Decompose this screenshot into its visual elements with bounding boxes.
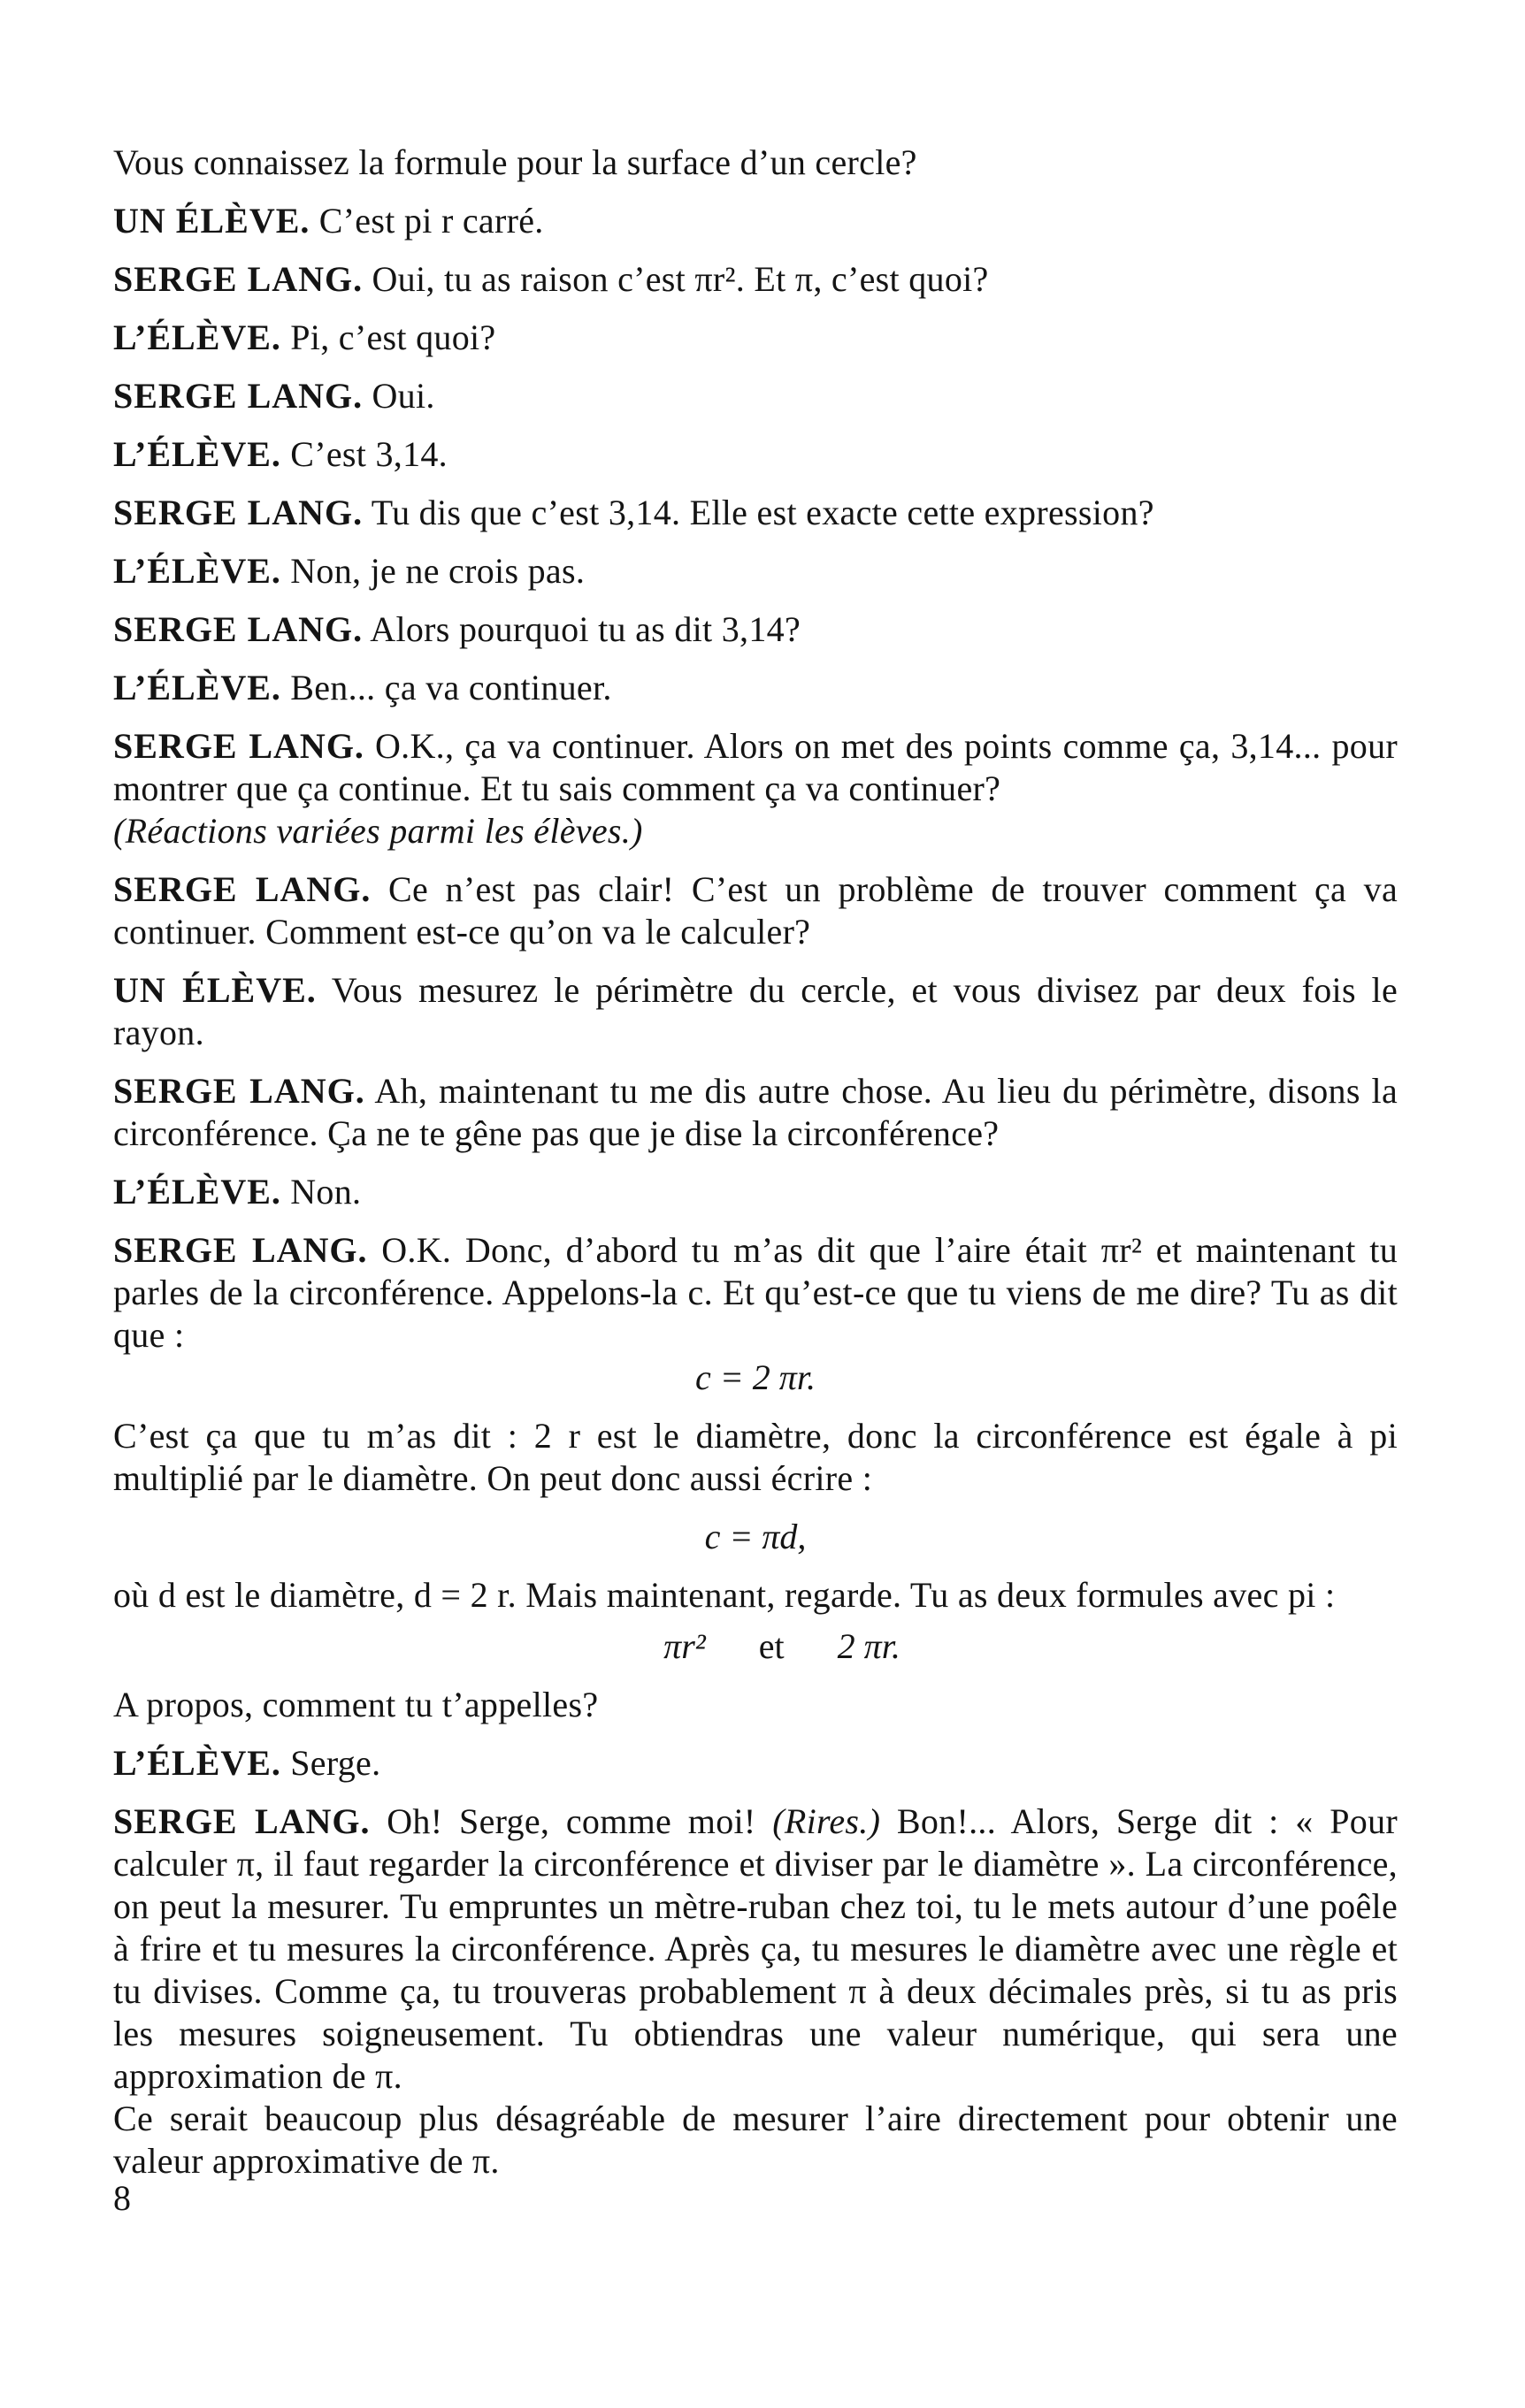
dialogue-line [113, 725, 1398, 810]
formula-circumference: 2 πr. [837, 1626, 900, 1666]
dialogue-line [113, 667, 1398, 709]
dialogue-text: C’est 3,14. [290, 434, 448, 474]
page-number: 8 [113, 2178, 131, 2218]
dialogue-line [113, 1742, 1398, 1785]
dialogue-text: Ben... ça va continuer. [290, 668, 612, 707]
formula-connector: et [758, 1626, 785, 1666]
paragraph: où d est le diamètre, d = 2 r. Mais maintenant, regarde. Tu as deux formules avec pi : [113, 1575, 1336, 1615]
dialogue-line [113, 1229, 1398, 1357]
dialogue-line [113, 550, 1398, 592]
speaker-label: SERGE LANG. [113, 726, 364, 766]
speaker-label: SERGE LANG. [113, 1230, 368, 1270]
speaker-label: L’ÉLÈVE. [113, 434, 281, 474]
dialogue-text: O.K. Donc, d’abord tu m’as dit que l’aire était πr² et maintenant tu parles de la circonférence. Appelons-la c. Et qu’est-ce que tu viens de me dire? Tu as dit que : [113, 1230, 1398, 1355]
dialogue-line [113, 200, 1398, 242]
speaker-label: UN ÉLÈVE. [113, 201, 310, 241]
dialogue-line [113, 375, 1398, 417]
dialogue-line [113, 969, 1398, 1054]
dialogue-text: Serge. [290, 1743, 381, 1783]
speaker-label: SERGE LANG. [113, 869, 372, 909]
dialogue-line [113, 1070, 1398, 1155]
dialogue-text: Non. [290, 1172, 362, 1212]
formula-pair [166, 1625, 1398, 1668]
paragraph: C’est ça que tu m’as dit : 2 r est le diamètre, donc la circonférence est égale à pi multiplié par le diamètre. On peut donc aussi écrire : [113, 1416, 1398, 1498]
speaker-label: L’ÉLÈVE. [113, 551, 281, 591]
speaker-label: L’ÉLÈVE. [113, 317, 281, 357]
dialogue-text: Oh! Serge, comme moi! [387, 1801, 756, 1841]
dialogue-text: Vous mesurez le périmètre du cercle, et vous divisez par deux fois le rayon. [113, 970, 1398, 1052]
dialogue-line [113, 608, 1398, 651]
speaker-label: SERGE LANG. [113, 609, 364, 649]
speaker-label: SERGE LANG. [113, 493, 364, 532]
speaker-label: SERGE LANG. [113, 1071, 365, 1111]
dialogue-line [113, 868, 1398, 953]
dialogue-text: O.K., ça va continuer. Alors on met des points comme ça, 3,14... pour montrer que ça continue. Et tu sais comment ça va continuer? [113, 726, 1398, 808]
paragraph: A propos, comment tu t’appelles? [113, 1685, 599, 1724]
dialogue-line [113, 1800, 1398, 2098]
speaker-label: SERGE LANG. [113, 259, 364, 299]
dialogue-line [113, 317, 1398, 359]
speaker-label: L’ÉLÈVE. [113, 1743, 281, 1783]
dialogue-line [113, 433, 1398, 476]
speaker-label: L’ÉLÈVE. [113, 1172, 281, 1212]
dialogue-text: Ah, maintenant tu me dis autre chose. Au lieu du périmètre, disons la circonférence. Ça ne te gêne pas que je dise la circonférence? [113, 1071, 1399, 1153]
dialogue-text: Non, je ne crois pas. [290, 551, 586, 591]
speaker-label: SERGE LANG. [113, 1801, 371, 1841]
dialogue-line [113, 1171, 1398, 1213]
dialogue-text: Alors pourquoi tu as dit 3,14? [370, 609, 801, 649]
speaker-label: L’ÉLÈVE. [113, 668, 281, 707]
dialogue-line [113, 258, 1398, 301]
stage-direction: (Rires.) [772, 1801, 881, 1841]
formula-area: πr² [663, 1626, 706, 1666]
dialogue-line [113, 492, 1398, 534]
dialogue-text: C’est pi r carré. [318, 201, 544, 241]
dialogue-text: Oui, tu as raison c’est πr². Et π, c’est quoi? [372, 259, 989, 299]
dialogue-text: Bon!... Alors, Serge dit : « Pour calculer π, il faut regarder la circonférence et diviser par le diamètre ». La circonférence, on peut la mesurer. Tu empruntes un mètre-ruban chez toi, tu le mets autour d’une poêle à frire et tu mesures la circonférence. Après ça, tu mesures le diamètre avec une règle et tu divises. Comme ça, tu trouveras probablement π à deux décimales près, si tu as pris les mesures soigneusement. Tu obtiendras une valeur numérique, qui sera une approximation de π. [113, 1801, 1399, 2096]
speaker-label: UN ÉLÈVE. [113, 970, 317, 1010]
speaker-label: SERGE LANG. [113, 376, 364, 416]
dialogue-text: Oui. [372, 376, 435, 416]
dialogue-text: Ce n’est pas clair! C’est un problème de trouver comment ça va continuer. Comment est-ce qu’on va le calculer? [113, 869, 1398, 952]
equation-circumference: c = 2 πr. [695, 1357, 816, 1397]
paragraph: Vous connaissez la formule pour la surface d’un cercle? [113, 142, 917, 182]
page-body [113, 141, 1398, 2198]
equation-diameter: c = πd, [704, 1517, 807, 1556]
dialogue-text: Pi, c’est quoi? [290, 317, 496, 357]
dialogue-text: Tu dis que c’est 3,14. Elle est exacte cette expression? [371, 493, 1154, 532]
paragraph: Ce serait beaucoup plus désagréable de mesurer l’aire directement pour obtenir une valeur approximative de π. [113, 2098, 1398, 2181]
stage-direction: (Réactions variées parmi les élèves.) [113, 811, 643, 851]
